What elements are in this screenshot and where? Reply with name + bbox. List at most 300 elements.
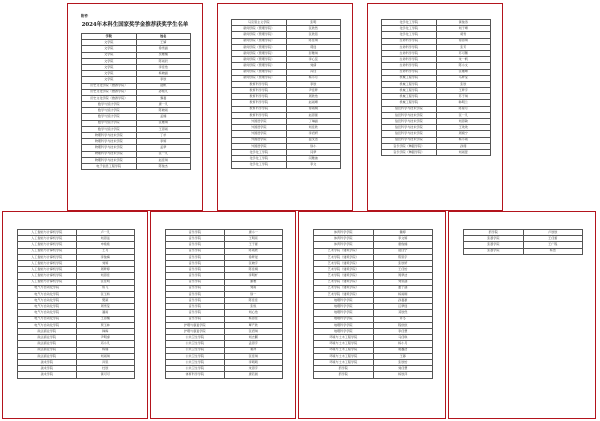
student-name-cell: 张明	[286, 20, 341, 26]
student-name-cell: 陈佳桐	[224, 267, 283, 273]
college-cell: 生命科学学院	[382, 69, 437, 75]
college-cell: 教育科学学院	[232, 106, 287, 112]
award-list-table	[165, 229, 283, 379]
college-cell: 历史文化学院（旅游学院）	[82, 83, 137, 89]
college-cell: 音乐学院	[166, 273, 225, 279]
column-header-college: 学院	[82, 34, 137, 40]
attachment-note: 附件	[81, 14, 89, 18]
college-cell: 音乐学院	[166, 230, 225, 236]
college-cell: 文学院	[82, 64, 137, 70]
college-cell: 历史文化学院（旅游学院）	[82, 95, 137, 101]
student-name-cell: 赵佳宁	[373, 248, 433, 254]
college-cell: 外国语学院	[232, 119, 287, 125]
student-name-cell: 李婷	[136, 139, 191, 145]
college-cell: 物理科学与技术学院	[82, 139, 137, 145]
college-cell: 音乐学院	[166, 298, 225, 304]
student-name-cell: 张芳	[436, 44, 491, 50]
student-name-cell: 孙艳凡	[136, 89, 191, 95]
college-cell: 机械工程学院	[382, 94, 437, 100]
table-row	[18, 372, 135, 378]
student-name-cell: 刘倩	[286, 63, 341, 69]
college-cell: 历史文化学院（旅游学院）	[82, 89, 137, 95]
student-name-cell: 唐小一	[224, 230, 283, 236]
student-name-cell: 陈小文	[436, 63, 491, 69]
student-name-cell: 李佳怡	[136, 64, 191, 70]
college-cell: 环境与土木工程学院	[314, 353, 374, 359]
student-name-cell: 刘婷	[76, 260, 135, 266]
student-name-cell: 刘思涵	[373, 279, 433, 285]
college-cell: 张謇学院	[464, 248, 524, 254]
college-cell: 环境与土木工程学院	[314, 341, 374, 347]
student-name-cell: 李明轩	[224, 273, 283, 279]
college-cell: 音乐学院	[166, 285, 225, 291]
college-cell: 文学院	[82, 77, 137, 83]
student-name-cell: 潘雨	[76, 310, 135, 316]
college-cell: 新闻学院（管理学院）	[232, 69, 287, 75]
award-list-body	[166, 230, 283, 379]
college-cell: 新闻学院（管理学院）	[232, 57, 287, 63]
document-page-3	[367, 3, 503, 211]
college-cell: 公共卫生学院	[166, 335, 225, 341]
college-cell: 护理与康复学院	[166, 329, 225, 335]
student-name-cell: 温文洁	[286, 137, 341, 143]
student-name-cell: 彭雅琪	[286, 50, 341, 56]
student-name-cell: 王蓉	[373, 353, 433, 359]
student-name-cell: 王子豪	[224, 242, 283, 248]
student-name-cell: 陈雨辰	[136, 58, 191, 64]
student-name-cell: 张一凡	[436, 112, 491, 118]
student-name-cell: 赵思蕾	[286, 112, 341, 118]
student-name-cell: 黄俊涛	[436, 20, 491, 26]
student-name-cell: 吴雅楠	[136, 52, 191, 58]
table-row	[232, 162, 341, 168]
student-name-cell: 杨浩	[523, 248, 583, 254]
student-name-cell: 苏可馨	[436, 50, 491, 56]
award-list-body	[82, 34, 191, 170]
award-list-table	[17, 229, 135, 379]
student-name-cell: 闫雅迪	[286, 156, 341, 162]
student-name-cell: 李佳慧	[373, 329, 433, 335]
college-cell: 外国语学院	[232, 131, 287, 137]
college-cell: 政法商业学院	[18, 341, 77, 347]
college-cell: 文学院	[82, 52, 137, 58]
college-cell: 机械工程学院	[382, 75, 437, 81]
college-cell: 文学院	[82, 58, 137, 64]
student-name-cell: 张佳明	[76, 279, 135, 285]
college-cell: 新闻学院（管理学院）	[232, 63, 287, 69]
college-cell: 环境与土木工程学院	[314, 335, 374, 341]
document-page-5	[150, 211, 296, 419]
student-name-cell: 张欣茹	[286, 32, 341, 38]
college-cell: 音乐学院	[166, 316, 225, 322]
college-cell: 生命科学学院	[382, 57, 437, 63]
table-row	[166, 372, 283, 378]
college-cell: 新闻学院（管理学院）	[232, 38, 287, 44]
student-name-cell: 王佳蕾	[523, 236, 583, 242]
college-cell: 政法商业学院	[18, 329, 77, 335]
college-cell: 化学化工学院	[382, 20, 437, 26]
student-name-cell: 卢一凡	[76, 230, 135, 236]
college-cell: 机械工程学院	[382, 100, 437, 106]
college-cell: 人工智能与计算机学院	[18, 236, 77, 242]
student-name-cell: 徐雪涵	[136, 46, 191, 52]
college-cell: 音乐学院	[166, 260, 225, 266]
student-name-cell: 徐思琪	[436, 38, 491, 44]
college-cell: 人工智能与计算机学院	[18, 273, 77, 279]
college-cell: 教育科学学院	[232, 88, 287, 94]
student-name-cell: 冯佳	[286, 69, 341, 75]
student-name-cell: 杨雨桐	[373, 291, 433, 297]
student-name-cell: 马佳琪	[373, 335, 433, 341]
student-name-cell: 徐小	[286, 143, 341, 149]
student-name-cell: 朱思宇	[224, 366, 283, 372]
college-cell: 地理科学学院	[314, 310, 374, 316]
college-cell: 政法商业学院	[18, 347, 77, 353]
college-cell: 张謇学院	[464, 242, 524, 248]
college-cell: 体育科学学院	[314, 242, 374, 248]
college-cell: 电气与自动化学院	[18, 316, 77, 322]
college-cell: 化学化工学院	[232, 156, 287, 162]
college-cell: 药学院	[314, 366, 374, 372]
student-name-cell: 魏婷	[373, 230, 433, 236]
student-name-cell: 刘佳欣	[286, 125, 341, 131]
student-name-cell: 汪梦瑶	[373, 304, 433, 310]
student-name-cell: 杨瑞	[76, 347, 135, 353]
student-name-cell: 覃产欣	[224, 322, 283, 328]
college-cell: 人工智能与计算机学院	[18, 242, 77, 248]
student-name-cell: 唐若晨	[224, 372, 283, 378]
student-name-cell: 杨小雨	[436, 137, 491, 143]
table-row	[382, 149, 491, 155]
student-name-cell: 秦祥	[224, 347, 283, 353]
college-cell: 环境与土木工程学院	[314, 359, 374, 365]
college-cell: 生命科学学院	[382, 50, 437, 56]
student-name-cell: 王思楠	[76, 316, 135, 322]
student-name-cell: 张晓宇	[224, 260, 283, 266]
student-name-cell: 杨思佳	[224, 316, 283, 322]
student-name-cell: 张欣然	[286, 26, 341, 32]
college-cell: 政法商业学院	[18, 353, 77, 359]
college-cell: 公共卫生学院	[166, 359, 225, 365]
college-cell: 电气与自动化学院	[18, 322, 77, 328]
student-name-cell: 李萌萌	[224, 359, 283, 365]
college-cell: 公共卫生学院	[166, 347, 225, 353]
student-name-cell: 徐梦瑶	[224, 254, 283, 260]
student-name-cell: 赵雨晴	[286, 100, 341, 106]
college-cell: 艺术学院（建筑学院）	[314, 285, 374, 291]
college-cell: 人工智能与计算机学院	[18, 230, 77, 236]
student-name-cell: 杨小月	[373, 341, 433, 347]
college-cell: 数学与统计学院	[82, 108, 137, 114]
table-row	[314, 372, 433, 378]
student-name-cell: 周欣怡	[286, 94, 341, 100]
college-cell: 文学院	[82, 40, 137, 46]
student-name-cell: 赵佳琪	[136, 157, 191, 163]
award-list-body	[464, 230, 583, 255]
college-cell: 外国语学院	[232, 143, 287, 149]
college-cell: 文学院	[82, 46, 137, 52]
student-name-cell: 尹佳梦	[286, 88, 341, 94]
college-cell: 信息科学与技术学院	[382, 112, 437, 118]
student-name-cell: 樊颖	[76, 298, 135, 304]
award-list-table	[81, 33, 191, 170]
student-name-cell: 刘思敏	[436, 119, 491, 125]
student-name-cell: 陈佳佳	[224, 298, 283, 304]
college-cell: 信息科学与技术学院	[382, 125, 437, 131]
college-cell: 音乐学院	[166, 304, 225, 310]
college-cell: 新闻学院（管理学院）	[232, 50, 287, 56]
student-name-cell: 周雪莹	[76, 304, 135, 310]
student-name-cell: 孟梦	[136, 145, 191, 151]
college-cell: 生命科学学院	[382, 63, 437, 69]
college-cell: 地理科学学院	[314, 316, 374, 322]
student-name-cell: 李心蕊	[286, 57, 341, 63]
student-name-cell: 许冬	[373, 316, 433, 322]
student-name-cell: 卢欣欣	[523, 230, 583, 236]
college-cell: 音乐学院（舞蹈学院）	[382, 143, 437, 149]
student-name-cell: 李欣	[286, 81, 341, 87]
student-name-cell: 王明亮	[224, 236, 283, 242]
college-cell: 音乐学院（舞蹈学院）	[382, 149, 437, 155]
college-cell: 化学化工学院	[382, 32, 437, 38]
student-name-cell: 杨小月	[286, 75, 341, 81]
student-name-cell: 谢雅	[224, 279, 283, 285]
student-name-cell: 韩明兰	[436, 100, 491, 106]
college-cell: 公共卫生学院	[166, 366, 225, 372]
student-name-cell: 刘佳慧	[373, 366, 433, 372]
student-name-cell: 刘思远	[76, 236, 135, 242]
college-cell: 教育科学学院	[232, 100, 287, 106]
student-name-cell: 张欣妍	[373, 260, 433, 266]
table-row	[82, 163, 191, 169]
student-name-cell: 陈佳琪	[286, 38, 341, 44]
student-name-cell: 张君琪	[224, 329, 283, 335]
college-cell: 地理科学学院	[314, 304, 374, 310]
student-name-cell: 张雅琪	[136, 120, 191, 126]
college-cell: 文学院	[82, 71, 137, 77]
student-name-cell: 张佳琪	[224, 353, 283, 359]
college-cell: 外国语学院	[232, 137, 287, 143]
college-cell: 人工智能与计算机学院	[18, 260, 77, 266]
column-header-name: 姓名	[136, 34, 191, 40]
student-name-cell: 孟楠	[136, 114, 191, 120]
student-name-cell: 张一凡	[136, 151, 191, 157]
student-name-cell: 董子涵	[373, 285, 433, 291]
college-cell: 音乐学院	[166, 242, 225, 248]
student-name-cell: 刘心怡	[224, 310, 283, 316]
college-cell: 教育科学学院	[232, 94, 287, 100]
student-name-cell: 李俊梅	[76, 254, 135, 260]
student-name-cell: 刘雨	[224, 285, 283, 291]
college-cell: 政法商业学院	[18, 335, 77, 341]
student-name-cell: 徐一	[224, 291, 283, 297]
student-name-cell: 刘子晴	[436, 26, 491, 32]
student-name-cell: 徐雨桐	[286, 106, 341, 112]
student-name-cell: 张欣怡	[373, 359, 433, 365]
college-cell: 教育科学学院	[232, 81, 287, 87]
student-name-cell: 赵帆	[136, 83, 191, 89]
student-name-cell: 孟思宇	[224, 341, 283, 347]
document-page-2	[217, 3, 353, 211]
student-name-cell: 刘雨琪	[76, 353, 135, 359]
college-cell: 新闻学院（管理学院）	[232, 32, 287, 38]
college-cell: 体育科学学院	[314, 230, 374, 236]
table-row	[464, 248, 583, 254]
student-name-cell: 黎嘉	[136, 95, 191, 101]
college-cell: 电气与自动化学院	[18, 298, 77, 304]
student-name-cell: 王欢欢	[436, 125, 491, 131]
student-name-cell: 朱一帆	[436, 57, 491, 63]
college-cell: 物理科学与技术学院	[82, 157, 137, 163]
student-name-cell: 王月	[76, 248, 135, 254]
student-name-cell: 唐一凡	[136, 102, 191, 108]
college-cell: 艺术学院（建筑学院）	[314, 260, 374, 266]
student-name-cell: 丁杉	[136, 133, 191, 139]
college-cell: 艺术学院（建筑学院）	[314, 273, 374, 279]
document-page-6	[298, 211, 446, 419]
college-cell: 环境与土木工程学院	[314, 347, 374, 353]
college-cell: 数学与统计学院	[82, 102, 137, 108]
college-cell: 艺术学院（建筑学院）	[314, 267, 374, 273]
college-cell: 物理科学与技术学院	[82, 145, 137, 151]
college-cell: 音乐学院	[166, 279, 225, 285]
college-cell: 电气与自动化学院	[18, 285, 77, 291]
student-name-cell: 邓小凡	[76, 341, 135, 347]
college-cell: 人工智能与计算机学院	[18, 279, 77, 285]
student-name-cell: 王佳怡	[373, 267, 433, 273]
student-name-cell: 陈星月	[436, 106, 491, 112]
college-cell: 教育科学学院	[232, 112, 287, 118]
college-cell: 美术学院	[18, 366, 77, 372]
student-name-cell: 孙嘉豪	[373, 298, 433, 304]
student-name-cell: 陈俊杰	[136, 163, 191, 169]
college-cell: 美术学院	[18, 359, 77, 365]
college-cell: 生命科学学院	[382, 38, 437, 44]
college-cell: 化学化工学院	[382, 26, 437, 32]
college-cell: 电气与自动化学院	[18, 310, 77, 316]
college-cell: 人工智能与计算机学院	[18, 254, 77, 260]
college-cell: 人工智能与计算机学院	[18, 267, 77, 273]
college-cell: 机械工程学院	[382, 88, 437, 94]
student-name-cell: 尹明睿	[76, 335, 135, 341]
student-name-cell: 杨欣萍	[373, 372, 433, 378]
student-name-cell: 王思雨	[136, 126, 191, 132]
student-name-cell: 李君妍	[286, 131, 341, 137]
college-cell: 新闻学院（管理学院）	[232, 26, 287, 32]
student-name-cell: 马梦莹	[436, 75, 491, 81]
student-name-cell: 闫梦	[286, 149, 341, 155]
student-name-cell: 陈晓雨	[136, 108, 191, 114]
college-cell: 艺术学院（建筑学院）	[314, 254, 374, 260]
college-cell: 化学化工学院	[232, 162, 287, 168]
document-page-4	[2, 211, 148, 419]
document-page-1	[67, 3, 203, 211]
college-cell: 公共卫生学院	[166, 353, 225, 359]
student-name-cell: 张悦	[224, 304, 283, 310]
college-cell: 艺术学院（建筑学院）	[314, 248, 374, 254]
college-cell: 机械工程学院	[382, 81, 437, 87]
award-list-table	[313, 229, 433, 379]
college-cell: 护理与康复学院	[166, 322, 225, 328]
college-cell: 物理科学与技术学院	[82, 151, 137, 157]
student-name-cell: 刘志鹏	[224, 335, 283, 341]
college-cell: 物理科学与技术学院	[82, 133, 137, 139]
college-cell: 地理科学学院	[314, 322, 374, 328]
student-name-cell: 刘思佳	[76, 273, 135, 279]
student-name-cell: 李文婷	[373, 236, 433, 242]
student-name-cell: 胡雪	[436, 32, 491, 38]
document-page-7	[448, 211, 596, 419]
student-name-cell: 肖思	[76, 359, 135, 365]
student-name-cell: 刘雨萱	[436, 149, 491, 155]
college-cell: 新闻学院（管理学院）	[232, 44, 287, 50]
student-name-cell: 张玉娇	[76, 291, 135, 297]
college-cell: 信息科学与技术学院	[382, 119, 437, 125]
college-cell: 艺术学院（建筑学院）	[314, 291, 374, 297]
college-cell: 电气与自动化学院	[18, 291, 77, 297]
student-name-cell: 郭瑶	[286, 44, 341, 50]
college-cell: 生命科学学院	[382, 44, 437, 50]
student-name-cell: 程依依	[373, 322, 433, 328]
student-name-cell: 申艳艳	[76, 242, 135, 248]
award-list-body	[232, 20, 341, 169]
college-cell: 地理科学学院	[314, 298, 374, 304]
college-cell: 音乐学院	[166, 310, 225, 316]
document-title: 2024年本科生国家奖学金推荐获奖学生名单	[81, 22, 189, 28]
college-cell: 地理科学学院	[314, 329, 374, 335]
college-cell: 体育科学学院	[314, 236, 374, 242]
student-name-cell: 杨晓涵	[136, 71, 191, 77]
award-list-table	[381, 19, 491, 156]
student-name-cell: 杜欣	[76, 366, 135, 372]
college-cell: 人工智能与计算机学院	[18, 248, 77, 254]
student-name-cell: 张欣	[436, 81, 491, 87]
college-cell: 音乐学院	[166, 267, 225, 273]
student-name-cell: 周梦婷	[76, 267, 135, 273]
college-cell: 体育科学学院	[166, 372, 225, 378]
award-list-table	[463, 229, 583, 255]
college-cell: 数学与统计学院	[82, 126, 137, 132]
college-cell: 信息科学与技术学院	[382, 131, 437, 137]
student-name-cell: 李欣	[136, 77, 191, 83]
student-name-cell: 葛鑫洁	[373, 347, 433, 353]
student-name-cell: 周梦洁	[373, 273, 433, 279]
student-name-cell: 陈雨欣	[224, 248, 283, 254]
student-name-cell: 陈飞	[76, 285, 135, 291]
award-list-body	[382, 20, 491, 156]
student-name-cell: 王婧	[136, 40, 191, 46]
student-name-cell: 陈思宇	[373, 254, 433, 260]
student-name-cell: 唐俊楠	[373, 242, 433, 248]
college-cell: 美术学院	[18, 372, 77, 378]
award-list-body	[314, 230, 433, 379]
college-cell: 音乐学院	[166, 254, 225, 260]
college-cell: 马克思主义学院	[232, 20, 287, 26]
college-cell: 新闻学院（管理学院）	[232, 75, 287, 81]
student-name-cell: 周婉宁	[436, 131, 491, 137]
student-name-cell: 孙翔	[436, 143, 491, 149]
college-cell: 化学化工学院	[232, 149, 287, 155]
college-cell: 张謇学院	[464, 236, 524, 242]
student-name-cell: 贾玉林	[76, 322, 135, 328]
award-list-body	[18, 230, 135, 379]
student-name-cell: 丁琳涵	[286, 119, 341, 125]
student-name-cell: 王梦宇	[436, 88, 491, 94]
college-cell: 信息科学与技术学院	[382, 106, 437, 112]
college-cell: 外国语学院	[232, 125, 287, 131]
college-cell: 电气与自动化学院	[18, 304, 77, 310]
college-cell: 音乐学院	[166, 236, 225, 242]
